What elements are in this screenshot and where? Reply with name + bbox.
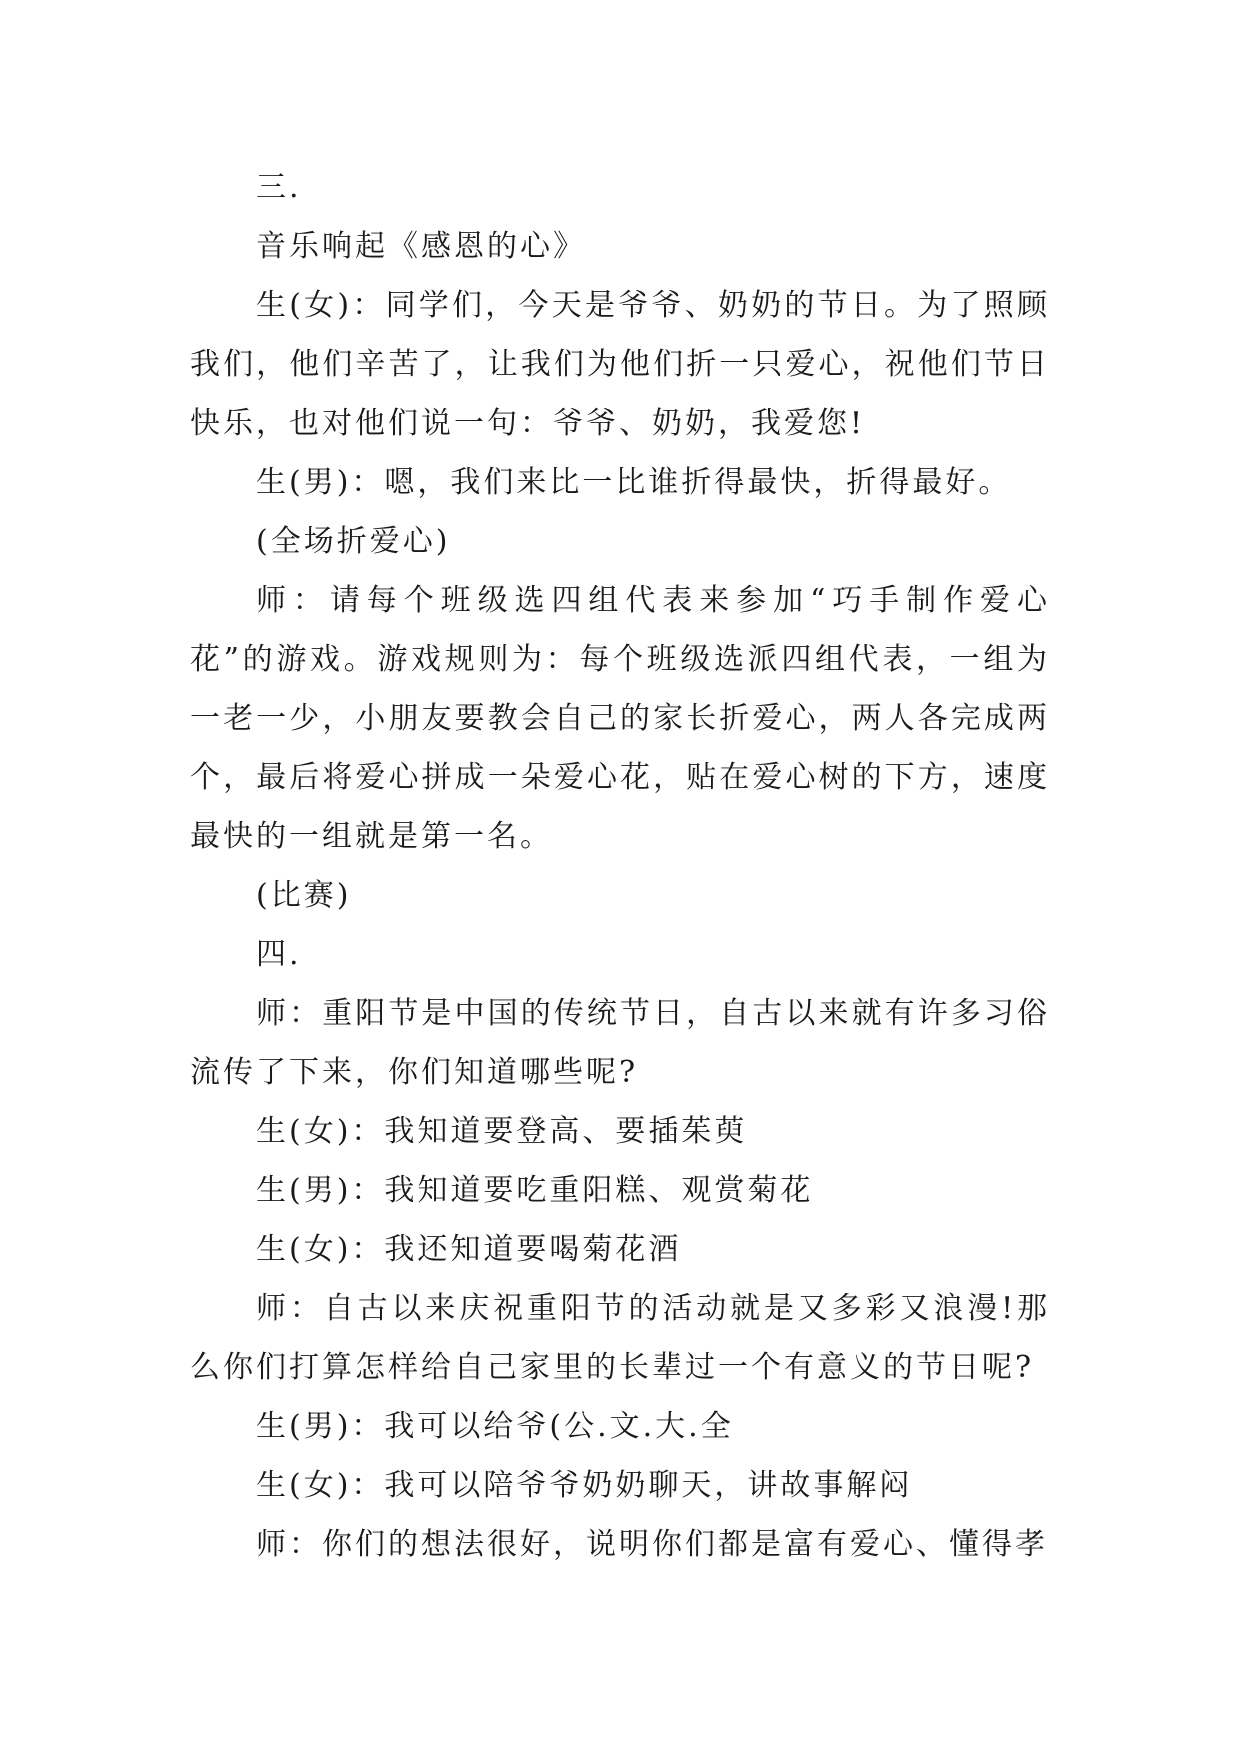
paragraph-stage-note-fold: (全场折爱心) <box>256 524 451 559</box>
paragraph-teacher-closing: 师：你们的想法很好，说明你们都是富有爱心、懂得孝 <box>256 1527 1048 1562</box>
paragraph-boy-speech-1: 生(男)：嗯，我们来比一比谁折得最快，折得最好。 <box>256 465 1012 500</box>
paragraph-teacher-question: 师：自古以来庆祝重阳节的活动就是又多彩又浪漫!那么你们打算怎样给自己家里的长辈过一个有意义的节日呢? <box>190 1291 1050 1385</box>
paragraph-girl-speech-4: 生(女)：我可以陪爷爷奶奶聊天，讲故事解闷 <box>256 1468 913 1503</box>
paragraph-stage-note-contest: (比赛) <box>256 878 352 913</box>
paragraph-boy-speech-2: 生(男)：我知道要吃重阳糕、观赏菊花 <box>256 1173 814 1208</box>
paragraph-girl-speech-3: 生(女)：我还知道要喝菊花酒 <box>256 1232 682 1267</box>
paragraph-girl-speech-2: 生(女)：我知道要登高、要插茱萸 <box>256 1114 748 1149</box>
paragraph-music: 音乐响起《感恩的心》 <box>256 229 586 264</box>
paragraph-boy-speech-3: 生(男)：我可以给爷(公.文.大.全 <box>256 1409 734 1444</box>
document-body <box>190 158 1050 1574</box>
section-heading-four: 四. <box>256 937 302 972</box>
paragraph-teacher-rules: 师：请每个班级选四组代表来参加“巧手制作爱心花”的游戏。游戏规则为：每个班级选派四组代表，一组为一老一少，小朋友要教会自己的家长折爱心，两人各完成两个，最后将爱心拼成一朵爱心花，贴在爱心树的下方，速度最快的一组就是第一名。 <box>190 583 1050 854</box>
section-heading-three: 三. <box>256 170 302 205</box>
paragraph-teacher-customs: 师：重阳节是中国的传统节日，自古以来就有许多习俗流传了下来，你们知道哪些呢? <box>190 996 1050 1090</box>
paragraph-girl-speech-1: 生(女)：同学们，今天是爷爷、奶奶的节日。为了照顾我们，他们辛苦了，让我们为他们折一只爱心，祝他们节日快乐，也对他们说一句：爷爷、奶奶，我爱您! <box>190 288 1050 441</box>
